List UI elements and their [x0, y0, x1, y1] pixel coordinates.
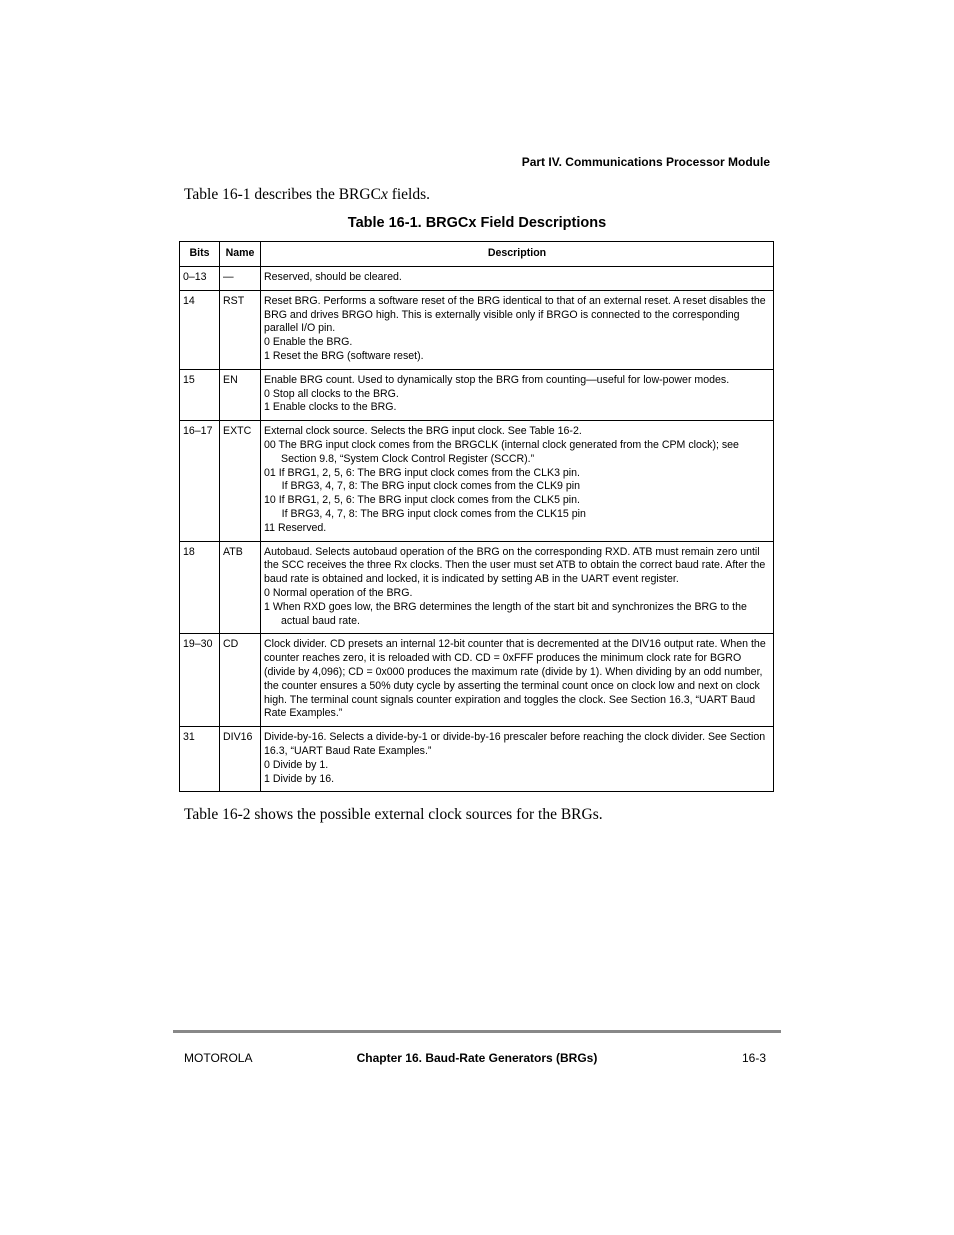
table-row — [180, 369, 774, 420]
cell-description — [261, 290, 774, 369]
table-row — [180, 290, 774, 369]
cell-description — [261, 541, 774, 634]
description-option: 1 Divide by 16. — [264, 772, 335, 785]
table-row — [180, 267, 774, 291]
cell-name: CD — [220, 634, 261, 727]
intro-text-after: fields. — [387, 186, 431, 203]
footer-page-number: 16-3 — [741, 1051, 766, 1065]
cell-bits: 19–30 — [180, 634, 220, 727]
description-option: 1 When RXD goes low, the BRG determines the length of the start bit and synchronizes the BRG to the actual baud rate. — [264, 600, 747, 627]
cell-bits: 0–13 — [180, 267, 220, 291]
footer-publisher: MOTOROLA — [184, 1051, 253, 1065]
description-option: 0 Enable the BRG. — [264, 336, 353, 349]
description-option: 0 Divide by 1. — [264, 758, 329, 771]
description-option: 00 The BRG input clock comes from the BRGCLK (internal clock generated from the CPM clock); see Section 9.8, “System Clock Control Register (SCCR).” — [264, 438, 739, 465]
description-text: Enable BRG count. Used to dynamically stop the BRG from counting—useful for low-power modes. — [264, 373, 730, 386]
cell-description — [261, 421, 774, 541]
description-option: If BRG3, 4, 7, 8: The BRG input clock comes from the CLK9 pin — [264, 480, 580, 493]
table-row — [180, 421, 774, 541]
column-header-bits: Bits — [180, 242, 220, 267]
column-header-name: Name — [220, 242, 261, 267]
description-option: 01 If BRG1, 2, 5, 6: The BRG input clock comes from the CLK3 pin. — [264, 466, 580, 479]
description-option: 0 Stop all clocks to the BRG. — [264, 387, 399, 400]
column-header-description: Description — [261, 242, 774, 267]
description-text: Clock divider. CD presets an internal 12-bit counter that is decremented at the DIV16 output rate. When the counter reaches zero, it is reloaded with CD. CD = 0xFFF produces the minimum clock rate for BGRO (divide by 4,096); CD = 0x000 produces the maximum rate (divide by 1). When dividing by an odd number, the counter ensures a 50% duty cycle by asserting the terminal count once on clock low and next on clock high. The terminal count signals counter expiration and toggles the clock. See Section 16.3, “UART Baud Rate Examples.” — [264, 638, 766, 720]
description-option: 10 If BRG1, 2, 5, 6: The BRG input clock comes from the CLK5 pin. — [264, 494, 580, 507]
table-row — [180, 727, 774, 792]
description-option: 1 Enable clocks to the BRG. — [264, 401, 397, 414]
table-body — [180, 267, 774, 792]
intro-text-italic: x — [380, 186, 388, 203]
cell-name: RST — [220, 290, 261, 369]
cell-description — [261, 727, 774, 792]
cell-bits: 14 — [180, 290, 220, 369]
description-text: Reserved, should be cleared. — [264, 271, 402, 283]
cell-name: EXTC — [220, 421, 261, 541]
cell-name: DIV16 — [220, 727, 261, 792]
table-header-row — [180, 242, 774, 267]
cell-description — [261, 267, 774, 291]
cell-name: — — [220, 267, 261, 291]
cell-name: ATB — [220, 541, 261, 634]
description-text: Autobaud. Selects autobaud operation of the BRG on the corresponding RXD. ATB must remain zero until the SCC receives the three Rx clocks. Then the user must set ATB to obtain the correct baud rate. After the baud rate is obtained and locked, it is indicated by setting AB in the UART event register. — [264, 545, 766, 586]
description-text: Reset BRG. Performs a software reset of the BRG identical to that of an external reset. A reset disables the BRG and drives BRGO high. This is externally visible only if BRGO is connected to the corresponding parallel I/O pin. — [264, 294, 766, 335]
cell-bits: 16–17 — [180, 421, 220, 541]
cell-bits: 18 — [180, 541, 220, 634]
footer-rule — [173, 1030, 781, 1033]
running-head: Part IV. Communications Processor Module — [521, 155, 770, 169]
intro-paragraph — [184, 186, 430, 204]
table-row — [180, 541, 774, 634]
cell-name: EN — [220, 369, 261, 420]
field-description-table — [179, 241, 774, 792]
cell-description — [261, 369, 774, 420]
description-option: 0 Normal operation of the BRG. — [264, 586, 413, 599]
cell-bits: 31 — [180, 727, 220, 792]
table-row — [180, 634, 774, 727]
description-option: If BRG3, 4, 7, 8: The BRG input clock comes from the CLK15 pin — [264, 507, 586, 520]
description-text: External clock source. Selects the BRG input clock. See Table 16-2. — [264, 425, 582, 438]
cell-bits: 15 — [180, 369, 220, 420]
description-option: 11 Reserved. — [264, 521, 327, 534]
description-text: Divide-by-16. Selects a divide-by-1 or divide-by-16 prescaler before reaching the clock divider. See Section 16.3, “UART Baud Rate Examples.” — [264, 731, 766, 757]
table-title: Table 16-1. BRGCx Field Descriptions — [347, 215, 607, 231]
closing-paragraph: Table 16-2 shows the possible external clock sources for the BRGs. — [184, 806, 603, 823]
description-option: 1 Reset the BRG (software reset). — [264, 349, 424, 362]
footer-chapter: Chapter 16. Baud-Rate Generators (BRGs) — [356, 1051, 598, 1065]
cell-description — [261, 634, 774, 727]
intro-text-before: Table 16-1 describes the BRGC — [184, 186, 381, 203]
